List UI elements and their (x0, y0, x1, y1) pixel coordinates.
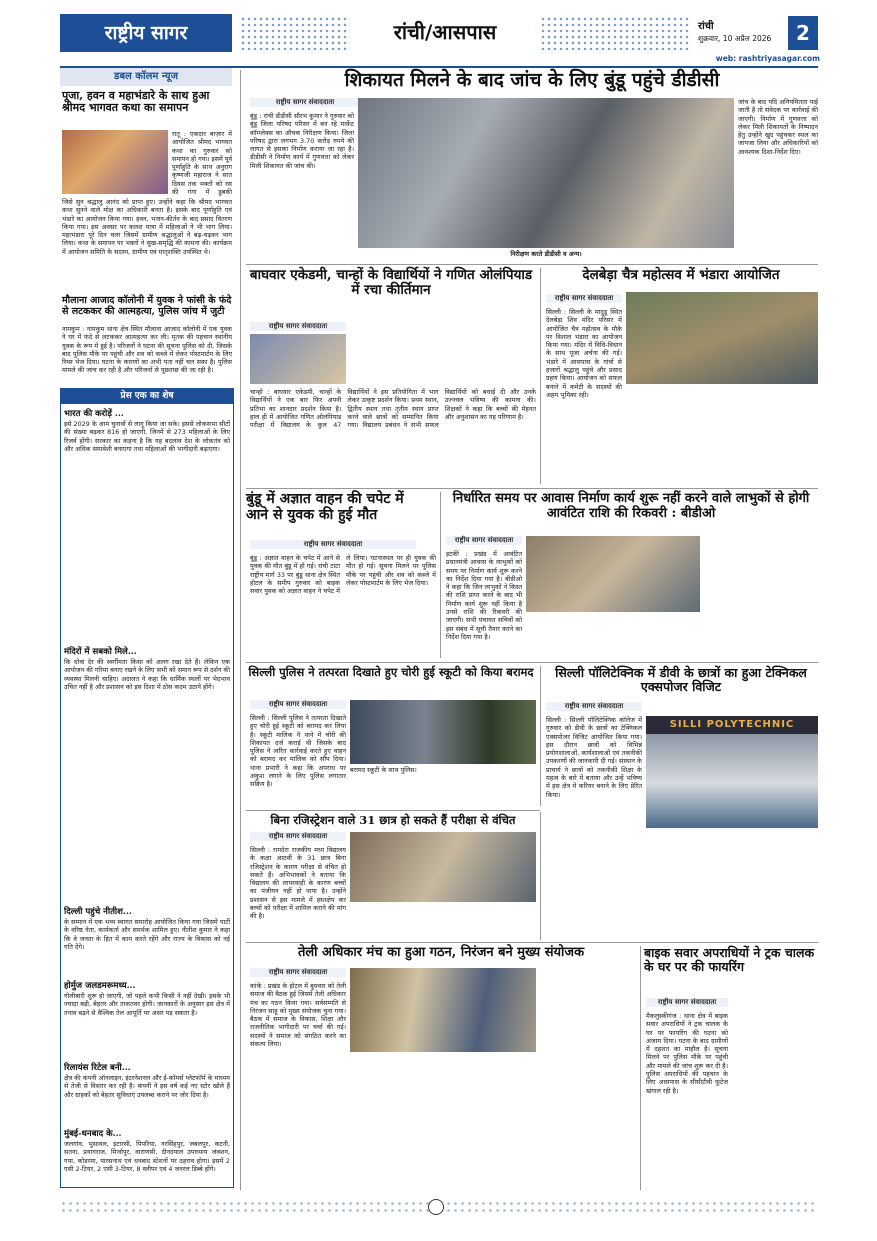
story5-body: इटकी : प्रखंड में आवंटित प्रधानमंत्री आवास के लाभुकों को समय पर निर्माण कार्य शुरू करने का निर्देश दिया गया है। बीडीओ ने कहा कि जिन लाभुकों ने किस्त की राशि प्राप्त करने के बाद भी निर्माण कार्य शुरू नहीं किया है उनसे राशि की रिकवरी की जाएगी। सभी पंचायत सचिवों को इस संबंध में सूची तैयार करने का निर्देश दिया गया है। (446, 550, 522, 641)
cont6-body: जलगांव, भुसावल, इटारसी, पिपरिया, नरसिंहपुर, जबलपुर, कटनी, सतना, प्रयागराज, मिर्जापुर, वाराणसी, दीनदयाल उपाध्याय जंक्शन, गया, कोडरमा, पारसनाथ एवं धनबाद स्टेशनों पर ठहराव होगा। इसमें 2 एसी 2-टियर, 2 एसी 3-टियर, 8 स्लीपर एवं 4 जनरल डिब्बे होंगे। (64, 1140, 230, 1173)
dot-pattern-right (540, 16, 690, 50)
cont6-title: मुंबई-धनबाद के... (64, 1129, 122, 1139)
story9-body: कांके : प्रखंड के होटल में बुधवार को तेली समाज की बैठक हुई जिसमें तेली अधिकार मंच का गठन किया गया। सर्वसम्मति से निरंजन साहू को मुख्य संयोजक चुना गया। बैठक में समाज के विकास, शिक्षा और राजनीतिक भागीदारी पर चर्चा की गई। सदस्यों ने समाज को संगठित करने का संकल्प लिया। (250, 982, 346, 1049)
story6-byline: राष्ट्रीय सागर संवाददाता (250, 700, 346, 709)
website-url: web: rashtriyasagar.com (715, 54, 820, 63)
left-story1-body: जिसे सुन श्रद्धालु आनंद को प्राप्त हुए। उन्होंने कहा कि श्रीमद भागवत कथा सुनने वाले मोक्ष का अधिकारी बनता है। इसके बाद पूर्णाहुति एवं भंडारे का आयोजन किया गया। हवन, भजन-कीर्तन के बाद प्रसाद वितरण किया गया। इस अवसर पर कलश यात्रा में महिलाओं ने भी भाग लिया। महाभंडारा पूरे दिन चला जिसमें ग्रामीण श्रद्धालुओं ने बढ़-चढ़कर भाग लिया। कथा के समापन पर भक्तों ने सुख-समृद्धि की कामना की। कार्यक्रम में आयोजन समिति के सदस्य, ग्रामीण एवं मातृशक्ति उपस्थित थे। (62, 198, 232, 256)
divider (246, 264, 818, 265)
divider (440, 492, 441, 658)
story9-byline: राष्ट्रीय सागर संवाददाता (250, 968, 346, 977)
divider (540, 666, 541, 806)
cont5-body: क्षेत्र की कंपनी ऑनलाइन, इंटरनेशनल और ई-कॉमर्स प्लेटफॉर्म के माध्यम से तेजी से विस्तार कर रही है। कंपनी ने इस वर्ष कई नए स्टोर खोले हैं और ग्राहकों को बेहतर सुविधाएं उपलब्ध कराने पर जोर दिया है। (64, 1074, 230, 1099)
story4-byline: राष्ट्रीय सागर संवाददाता (250, 540, 416, 549)
story5-byline: राष्ट्रीय सागर संवाददाता (446, 536, 522, 545)
cont3-title: दिल्ली पहुंचे नीतीश... (64, 907, 132, 917)
story5-body-3 (704, 536, 818, 658)
story9-photo (350, 968, 536, 1052)
divider (246, 488, 818, 489)
story7-body: सिल्ली : सिल्ली पॉलिटेक्निक कॉलेज में गुरुवार को डीवी के छात्रों का टेक्निकल एक्सपोजर विजिट आयोजित किया गया। इस दौरान छात्रों को विभिन्न प्रयोगशालाओं, कार्यशालाओं एवं तकनीकी उपकरणों की जानकारी दी गई। संस्थान के प्राचार्य ने छात्रों को तकनीकी शिक्षा के महत्व के बारे में बताया और उन्हें भविष्य में इस क्षेत्र में करियर बनाने के लिए प्रेरित किया। (546, 716, 642, 799)
story3-headline: देलबेड़ा चैत्र महोत्सव में भंडारा आयोजित (582, 267, 780, 283)
cont1-title: भारत की करोड़ें ... (64, 409, 124, 419)
story10-headline: बाइक सवार अपराधियों ने ट्रक चालक के घर पर की फायरिंग (644, 945, 815, 974)
story8-byline: राष्ट्रीय सागर संवाददाता (250, 832, 346, 841)
divider (246, 662, 818, 663)
divider (540, 812, 541, 940)
story2-photo (250, 334, 346, 384)
double-column-header: डबल कॉलम न्यूज (60, 68, 232, 86)
story2-byline: राष्ट्रीय सागर संवाददाता (250, 322, 346, 331)
divider (246, 942, 818, 943)
story7-headline: सिल्ली पॉलिटेक्निक में डीवी के छात्रों का हुआ टेक्निकल एक्सपोजर विजिट (555, 665, 807, 694)
brand-name: राष्ट्रीय सागर (104, 22, 188, 44)
story8-body: सिल्ली : रामदेरा राजकीय मध्य विद्यालय के कक्षा आठवीं के 31 छात्र बिना रजिस्ट्रेशन के कारण परीक्षा से वंचित हो सकते हैं। अभिभावकों ने बताया कि विद्यालय की लापरवाही के कारण बच्चों का पंजीयन नहीं हो पाया है। उन्होंने प्रशासन से इस मामले में हस्तक्षेप कर बच्चों को परीक्षा में शामिल कराने की मांग की है। (250, 846, 346, 921)
story2-body: चान्हो : बाघवार एकेडमी, चान्हों के विद्यार्थियों ने एक बार फिर अपनी प्रतिभा का शानदार प्रदर्शन किया है। हाल ही में आयोजित गणित ओलंपियाड परीक्षा में विद्यालय के कुल 47 विद्यार्थियों ने इस प्रतियोगिता में भाग लेकर उत्कृष्ट प्रदर्शन किया। प्रथम स्थान, द्वितीय स्थान तथा तृतीय स्थान प्राप्त करने वाले छात्रों को सम्मानित किया गया। विद्यालय प्रबंधन ने सभी सफल विद्यार्थियों को बधाई दी और उनके उज्ज्वल भविष्य की कामना की। शिक्षकों ने कहा कि बच्चों की मेहनत और अनुशासन का यह परिणाम है। (250, 388, 536, 430)
story4-body: बुंडू : अज्ञात वाहन के चपेट में आने से युवक की मौत बुंडू में हो गई। रांची टाटा राष्ट्रीय मार्ग 33 पर बुंडू थाना क्षेत्र स्थित होटल के समीप गुरुवार को बाइक सवार युवक को अज्ञात वाहन ने चपेट में ले लिया। घटनास्थल पर ही युवक की मौत हो गई। सूचना मिलने पर पुलिस मौके पर पहुंची और शव को कब्जे में लेकर पोस्टमार्टम के लिए भेज दिया। (250, 554, 436, 596)
story4-headline: बुंडू में अज्ञात वाहन की चपेट में आने से युवक की हुई मौत (246, 491, 404, 523)
left-story1-lead: रातू : एकदार बाज़ार में आयोजित श्रीमद भागवत कथा का गुरुवार को समापन हो गया। इसमें पूर्व पूर्णाहुति के साथ अनुराग कृष्णजी महाराज ने सात दिवस तक भक्तों को रस की गंगा में डुबकी (172, 130, 232, 196)
cont4-title: होर्मुज जलडमरूमध्य... (64, 981, 136, 991)
story9-headline: तेली अधिकार मंच का हुआ गठन, निरंजन बने मुख्य संयोजक (297, 945, 585, 960)
story5-photo (526, 536, 700, 612)
divider (246, 810, 540, 811)
polytechnic-banner: SILLI POLYTECHNIC (669, 719, 795, 730)
left-story1-headline: पूजा, हवन व महाभंडारे के साथ हुआ श्रीमद भागवत कथा का समापन (62, 89, 210, 115)
cont1-body: इसे 2029 के आम चुनावों से लागू किया जा सके। इससे लोकसभा सीटों की संख्या बढ़कर 816 हो जाएगी, जिनमें से 273 महिलाओं के लिए रिजर्व होंगी। सरकार का कहना है कि यह बदलाव देश के लोकतंत्र को और अधिक समावेशी बनाएगा तथा महिलाओं की भागीदारी बढ़ाएगा। (64, 420, 230, 453)
story8-body-2 (350, 906, 536, 938)
story1-headline: शिकायत मिलने के बाद जांच के लिए बुंडू पहुंचे डीडीसी (344, 69, 720, 91)
story5-headline: निर्धारित समय पर आवास निर्माण कार्य शुरू नहीं करने वाले लाभुकों से होगी आवंटित राशि की रिकवरी : बीडीओ (452, 491, 810, 521)
story7-byline: राष्ट्रीय सागर संवाददाता (546, 702, 642, 711)
cont4-body: गोलीबारी शुरू हो जाएगी, जो पहले कभी किसी ने नहीं देखी। इसके भी ज्यादा बड़ी, बेहतर और ताकतवर होगी। जानकारों के अनुसार इस क्षेत्र में तनाव बढ़ने से वैश्विक तेल आपूर्ति पर असर पड़ सकता है। (64, 992, 230, 1017)
story3-body: सिल्ली : सिल्ली के मादुडू स्थित देलबेड़ा शिव मंदिर परिसर में आयोजित चैत्र महोत्सव के मौके पर विशाल भंडारा का आयोजन किया गया। मंदिर में विधि-विधान के साथ पूजा अर्चना की गई। भंडारे में आसपास के गांवों से हजारों श्रद्धालु पहुंचे और प्रसाद ग्रहण किया। आयोजन को सफल बनाने में कमेटी के सदस्यों की अहम भूमिका रही। (546, 308, 622, 399)
story6-body: सिल्ली : सिल्ली पुलिस ने तत्परता दिखाते हुए चोरी हुई स्कूटी को बरामद कर लिया है। स्कूटी मालिक ने थाने में चोरी की शिकायत दर्ज कराई थी जिसके बाद पुलिस ने त्वरित कार्रवाई करते हुए वाहन को बरामद कर मालिक को सौंप दिया। थाना प्रभारी ने कहा कि अपराध पर अंकुश लगाने के लिए पुलिस लगातार सक्रिय है। (250, 714, 346, 789)
story3-photo (626, 292, 818, 384)
bottom-crosshair-icon (428, 1199, 444, 1215)
story6-photo (350, 700, 536, 764)
cont2-title: मंदिरों में सबको मिले... (64, 647, 137, 657)
story1-byline: राष्ट्रीय सागर संवाददाता (250, 98, 360, 107)
left-story2-headline: मौलाना आजाद कॉलोनी में युवक ने फांसी के फंदे से लटककर की आत्महत्या, पुलिस जांच में जुटी (62, 295, 232, 317)
story3-byline: राष्ट्रीय सागर संवाददाता (546, 294, 622, 303)
page-number: 2 (788, 16, 818, 50)
left-story1-photo (62, 130, 168, 194)
story1-caption: निरीक्षण करते डीडीसी व अन्य। (510, 250, 582, 258)
cont3-body: के सम्मान में एक भव्य स्वागत समारोह आयोजित किया गया जिसमें पार्टी के वरिष्ठ नेता, कार्यकर्ता और समर्थक शामिल हुए। नीतीश कुमार ने कहा कि वे जनता के हित में काम करते रहेंगे और राज्य के विकास को नई गति देंगे। (64, 918, 230, 951)
story8-photo (350, 832, 536, 902)
story5-body-2 (526, 616, 700, 658)
divider (540, 268, 541, 484)
story9-body-3 (540, 968, 636, 1186)
story2-headline: बाघवार एकेडमी, चान्हों के विद्यार्थियों ने गणित ओलंपियाड में रचा कीर्तिमान (249, 267, 533, 299)
story3-body-continued (626, 388, 818, 484)
story6-headline: सिल्ली पुलिस ने तत्परता दिखाते हुए चोरी हुई स्कूटी को किया बरामद (248, 665, 534, 679)
story8-headline: बिना रजिस्ट्रेशन वाले 31 छात्र हो सकते हैं परीक्षा से वंचित (270, 813, 516, 827)
story6-caption: बरामद स्कूटी के साथ पुलिस। (350, 766, 417, 774)
left-column-divider (240, 70, 241, 1190)
story10-byline: राष्ट्रीय सागर संवाददाता (646, 998, 728, 1007)
masthead-city: रांची (698, 21, 714, 32)
cont2-body: कि धोवा देर की स्वर्गीमता किसा को अलग रखा देते हैं। लेकिन एक आयोजन की गरिमा बनाए रखने के लिए सभी को समान रूप से दर्शन की व्यवस्था मिलनी चाहिए। अदालत ने कहा कि धार्मिक स्थलों पर भेदभाव उचित नहीं है और प्रशासन को इस दिशा में ठोस कदम उठाने होंगे। (64, 658, 230, 691)
dot-pattern (240, 16, 350, 50)
story10-body-2 (732, 998, 818, 1186)
section-name: रांची/आसपास (393, 20, 497, 44)
story1-photo (358, 98, 734, 248)
story9-body-2 (350, 1056, 536, 1186)
cont5-title: रिलायंस रिटेल बनी... (64, 1063, 131, 1073)
continued-box-header: प्रेस एक का शेष (60, 388, 234, 404)
story10-body: मैकलुस्कीगंज : थाना क्षेत्र में बाइक सवार अपराधियों ने ट्रक चालक के घर पर फायरिंग की घटना को अंजाम दिया। घटना के बाद ग्रामीणों में दहशत का माहौल है। सूचना मिलने पर पुलिस मौके पर पहुंची और मामले की जांच शुरू कर दी है। पुलिस अपराधियों की पहचान के लिए आसपास के सीसीटीवी फुटेज खंगाल रही है। (646, 1012, 728, 1095)
story7-body-continued (546, 832, 818, 938)
story7-photo (646, 716, 818, 828)
story1-body: बुंडू : रांची डीडीसी सौरभ कुमार ने गुरुवार को बुंडू जिला परिषद परिसर में बन रहे मार्केट कॉम्प्लेक्स का औचक निरीक्षण किया। जिला परिषद द्वारा लगभग 3.70 करोड़ रुपये की लागत से इसका निर्माण कराया जा रहा है। डीडीसी ने निर्माण कार्य में गुणवत्ता को लेकर मिली शिकायत की जांच की। (250, 112, 354, 170)
story1-continued: जांच के बाद यदि अनियमितता पाई जाती है तो संवेदक पर कार्रवाई की जाएगी। निर्माण में गुणवत्ता को लेकर मिली शिकायतों के निष्पादन हेतु उन्होंने खुद पहुंचकर स्थल का जायजा लिया और अधिकारियों को आवश्यक दिशा-निर्देश दिए। (738, 98, 818, 156)
divider (640, 946, 641, 1190)
left-story2-body: नामकुम : नामकुम थाना क्षेत्र स्थित मौलाना आजाद कॉलोनी में एक युवक ने घर में फंदे से लटककर आत्महत्या कर ली। मृतक की पहचान स्थानीय युवक के रूप में हुई है। परिजनों ने घटना की सूचना पुलिस को दी, जिसके बाद पुलिस मौके पर पहुंची और शव को कब्जे में लेकर पोस्टमार्टम के लिए रिम्स भेज दिया। घटना के कारणों का अभी पता नहीं चल सका है। पुलिस मामले की जांच कर रही है और परिजनों से पूछताछ की जा रही है। (62, 325, 232, 375)
masthead-date: शुक्रवार, 10 अप्रैल 2026 (698, 34, 772, 43)
masthead (60, 14, 818, 64)
